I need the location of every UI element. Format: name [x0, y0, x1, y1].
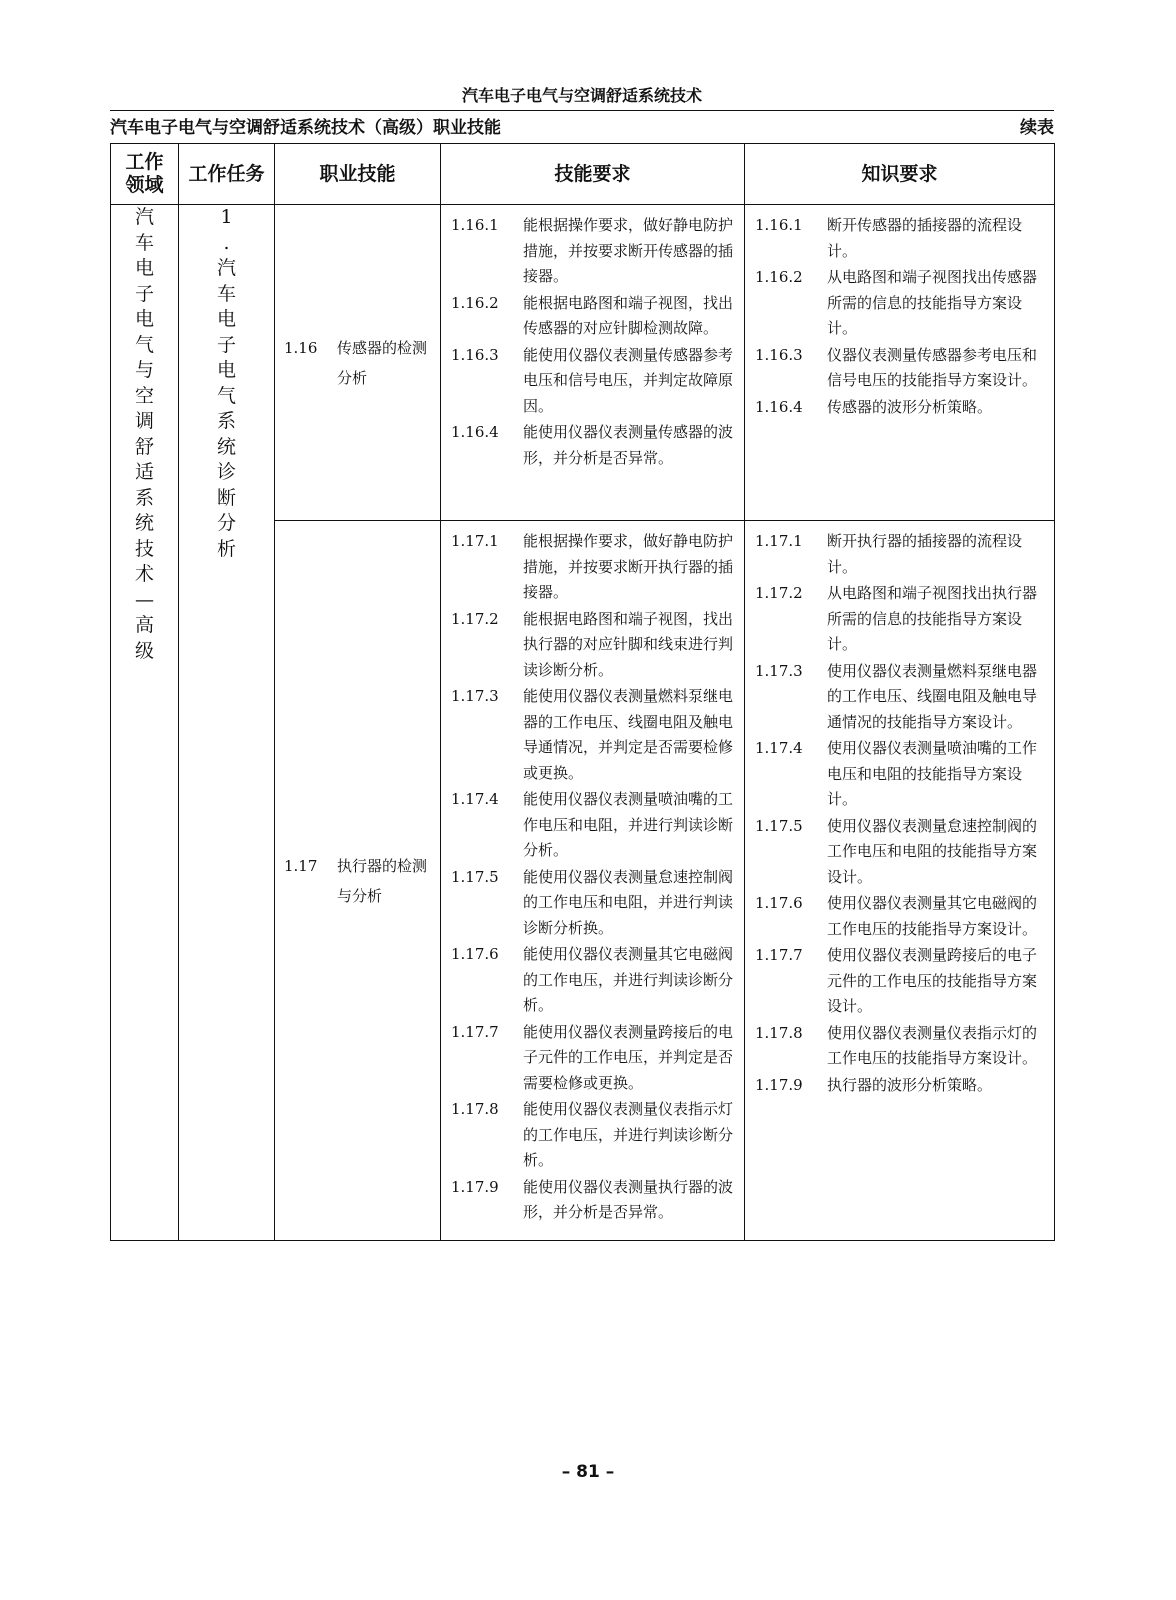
- requirement-number: 1.17.1: [451, 532, 499, 550]
- requirement-number: 1.16.2: [451, 293, 499, 312]
- requirement-number: 1.16.3: [451, 345, 499, 364]
- requirement-text: 能使用仪器仪表测量执行器的波形，并分析是否异常。: [523, 1177, 734, 1221]
- skill-number: 1.17: [284, 856, 318, 875]
- requirement-text: 能根据电路图和端子视图，找出传感器的对应针脚检测故障。: [523, 293, 734, 337]
- vertical-char: 诊: [216, 461, 236, 483]
- requirement-text: 能使用仪器仪表测量其它电磁阀的工作电压，并进行判读诊断分析。: [523, 945, 734, 1014]
- requirement-number: 1.17.5: [755, 816, 803, 835]
- requirement-text: 使用仪器仪表测量燃料泵继电器的工作电压、线圈电阻及触电导通情况的技能指导方案设计。: [827, 661, 1038, 731]
- requirement-number: 1.17.8: [755, 1023, 803, 1042]
- requirement-number: 1.17.6: [755, 894, 803, 912]
- work-task: [179, 205, 274, 562]
- requirement-item: [451, 787, 736, 864]
- requirement-number: 1.17.9: [451, 1177, 499, 1196]
- requirement-text: 能使用仪器仪表测量怠速控制阀的工作电压和电阻，并进行判读诊断分析换。: [523, 867, 734, 937]
- vertical-char: 车: [216, 282, 236, 305]
- requirement-text: 使用仪器仪表测量其它电磁阀的工作电压的技能指导方案设计。: [827, 894, 1038, 938]
- requirement-text: 断开执行器的插接器的流程设计。: [827, 532, 1023, 576]
- requirement-item: [451, 942, 736, 1019]
- requirement-item: [755, 529, 1046, 580]
- header-domain: [111, 144, 179, 205]
- requirement-number: 1.16.3: [755, 345, 803, 364]
- page-number: – 81 –: [561, 1462, 615, 1482]
- skill-label: [275, 851, 440, 911]
- work-domain-cell: [111, 205, 179, 1241]
- vertical-char: 电: [216, 308, 236, 330]
- requirement-item: [755, 343, 1046, 394]
- vertical-char: 汽: [216, 257, 236, 279]
- requirement-item: [451, 607, 736, 684]
- requirement-text: 能使用仪器仪表测量喷油嘴的工作电压和电阻，并进行判读诊断分析。: [523, 790, 734, 859]
- vertical-char: 统: [134, 512, 154, 534]
- requirement-item: [451, 213, 736, 290]
- requirement-number: 1.17.1: [755, 532, 803, 550]
- skill-requirements-cell: [441, 521, 745, 1241]
- vertical-char: 分: [216, 512, 236, 534]
- skill-label: [275, 333, 440, 393]
- requirement-text: 能根据操作要求，做好静电防护措施，并按要求断开执行器的插接器。: [523, 532, 734, 601]
- vertical-char: 级: [134, 639, 154, 662]
- knowledge-requirements-list: [745, 521, 1054, 1098]
- vertical-char: 技: [134, 537, 154, 560]
- requirement-number: 1.17.5: [451, 867, 499, 886]
- vertical-char: .: [223, 231, 230, 254]
- table-title-bar: [110, 117, 1054, 139]
- skill-row: [111, 205, 1055, 521]
- vertical-char: 调: [134, 410, 154, 432]
- vertical-char: 断: [216, 486, 236, 509]
- requirement-item: [451, 420, 736, 471]
- requirement-number: 1.16.4: [755, 397, 803, 416]
- requirement-item: [451, 865, 736, 942]
- knowledge-requirements-list: [745, 205, 1054, 420]
- requirement-item: [755, 1073, 1046, 1099]
- header-skill-requirements: 技能要求: [441, 144, 745, 205]
- skill-requirements-cell: [441, 205, 745, 521]
- vertical-char: 适: [134, 461, 154, 483]
- requirement-number: 1.17.3: [451, 687, 499, 705]
- requirement-item: [755, 265, 1046, 342]
- knowledge-requirements-cell: [745, 521, 1055, 1241]
- requirement-number: 1.17.4: [451, 790, 499, 808]
- requirement-number: 1.17.9: [755, 1075, 803, 1094]
- skill-number: 1.16: [284, 338, 318, 357]
- requirement-item: [451, 1020, 736, 1097]
- requirement-number: 1.17.7: [451, 1022, 499, 1041]
- requirement-text: 能根据电路图和端子视图，找出执行器的对应针脚和线束进行判读诊断分析。: [523, 609, 734, 679]
- vertical-char: 子: [134, 282, 154, 305]
- skill-cell: [275, 521, 441, 1241]
- requirement-number: 1.16.4: [451, 423, 499, 441]
- vertical-char: 电: [134, 257, 154, 279]
- requirement-text: 从电路图和端子视图找出执行器所需的信息的技能指导方案设计。: [827, 584, 1038, 653]
- vertical-char: —: [135, 588, 154, 611]
- skill-requirements-list: [441, 521, 744, 1226]
- requirement-number: 1.16.1: [451, 216, 499, 234]
- skill-requirements-list: [441, 205, 744, 471]
- table-header-row: [111, 144, 1055, 205]
- requirement-text: 断开传感器的插接器的流程设计。: [827, 216, 1023, 260]
- requirement-item: [451, 343, 736, 420]
- requirement-item: [755, 395, 1046, 421]
- knowledge-requirements-cell: [745, 205, 1055, 521]
- requirement-item: [451, 1175, 736, 1226]
- requirement-item: [755, 736, 1046, 813]
- vertical-char: 电: [134, 308, 154, 330]
- requirement-number: 1.17.2: [755, 584, 803, 602]
- requirement-item: [451, 684, 736, 786]
- requirement-item: [755, 943, 1046, 1020]
- vertical-char: 舒: [134, 435, 154, 458]
- skill-name: 传感器的检测分析: [337, 338, 428, 387]
- requirement-text: 执行器的波形分析策略。: [827, 1075, 993, 1094]
- requirement-item: [451, 1097, 736, 1174]
- requirement-number: 1.17.3: [755, 661, 803, 680]
- requirement-text: 能使用仪器仪表测量传感器的波形，并分析是否异常。: [523, 423, 734, 467]
- table-title: 汽车电子电气与空调舒适系统技术（高级）职业技能: [110, 118, 501, 138]
- requirement-item: [755, 1021, 1046, 1072]
- skills-table: [110, 143, 1055, 1241]
- vertical-char: 车: [134, 231, 154, 254]
- vertical-char: 子: [216, 333, 236, 356]
- vertical-char: 统: [216, 435, 236, 458]
- work-domain: [111, 205, 178, 664]
- skill-cell: [275, 205, 441, 521]
- requirement-number: 1.16.2: [755, 268, 803, 286]
- header-knowledge-requirements: 知识要求: [745, 144, 1055, 205]
- vertical-char: 空: [134, 384, 154, 407]
- requirement-text: 使用仪器仪表测量跨接后的电子元件的工作电压的技能指导方案设计。: [827, 946, 1038, 1015]
- requirement-text: 能使用仪器仪表测量传感器参考电压和信号电压，并判定故障原因。: [523, 345, 734, 415]
- requirement-number: 1.17.4: [755, 739, 803, 757]
- continuation-label: 续表: [1020, 118, 1054, 138]
- requirement-number: 1.17.2: [451, 609, 499, 628]
- requirement-number: 1.17.7: [755, 946, 803, 964]
- vertical-char: 系: [216, 410, 236, 432]
- vertical-char: 与: [134, 359, 154, 381]
- vertical-char: 电: [216, 359, 236, 381]
- vertical-char: 气: [134, 333, 154, 356]
- vertical-char: 汽: [134, 206, 154, 228]
- header-domain-label: 工作领域: [125, 151, 164, 196]
- vertical-char: 高: [134, 614, 154, 636]
- requirement-item: [755, 814, 1046, 891]
- vertical-char: 术: [134, 563, 154, 585]
- header-skill: 职业技能: [275, 144, 441, 205]
- work-task-cell: [179, 205, 275, 1241]
- requirement-item: [755, 581, 1046, 658]
- vertical-char: 析: [216, 537, 236, 560]
- requirement-item: [451, 529, 736, 606]
- header-rule: [110, 110, 1054, 111]
- requirement-number: 1.17.6: [451, 945, 499, 963]
- requirement-text: 使用仪器仪表测量喷油嘴的工作电压和电阻的技能指导方案设计。: [827, 739, 1038, 808]
- requirement-text: 仪器仪表测量传感器参考电压和信号电压的技能指导方案设计。: [827, 345, 1038, 389]
- requirement-text: 从电路图和端子视图找出传感器所需的信息的技能指导方案设计。: [827, 268, 1038, 337]
- requirement-text: 使用仪器仪表测量怠速控制阀的工作电压和电阻的技能指导方案设计。: [827, 816, 1038, 886]
- vertical-char: 气: [216, 384, 236, 407]
- requirement-item: [451, 291, 736, 342]
- requirement-number: 1.17.8: [451, 1100, 499, 1118]
- requirement-item: [755, 659, 1046, 736]
- requirement-item: [755, 891, 1046, 942]
- requirement-text: 能使用仪器仪表测量跨接后的电子元件的工作电压，并判定是否需要检修或更换。: [523, 1022, 734, 1092]
- vertical-char: 1: [220, 206, 233, 228]
- requirement-item: [755, 213, 1046, 264]
- header-task: 工作任务: [179, 144, 275, 205]
- requirement-text: 能根据操作要求，做好静电防护措施，并按要求断开传感器的插接器。: [523, 216, 734, 285]
- running-head: 汽车电子电气与空调舒适系统技术: [461, 86, 702, 105]
- skill-name: 执行器的检测与分析: [337, 856, 428, 905]
- requirement-text: 使用仪器仪表测量仪表指示灯的工作电压的技能指导方案设计。: [827, 1023, 1038, 1067]
- vertical-char: 系: [134, 486, 154, 509]
- requirement-text: 能使用仪器仪表测量仪表指示灯的工作电压，并进行判读诊断分析。: [523, 1100, 734, 1169]
- requirement-text: 传感器的波形分析策略。: [827, 397, 993, 416]
- requirement-number: 1.16.1: [755, 216, 803, 234]
- requirement-text: 能使用仪器仪表测量燃料泵继电器的工作电压、线圈电阻及触电导通情况，并判定是否需要检修或更换。: [523, 687, 734, 782]
